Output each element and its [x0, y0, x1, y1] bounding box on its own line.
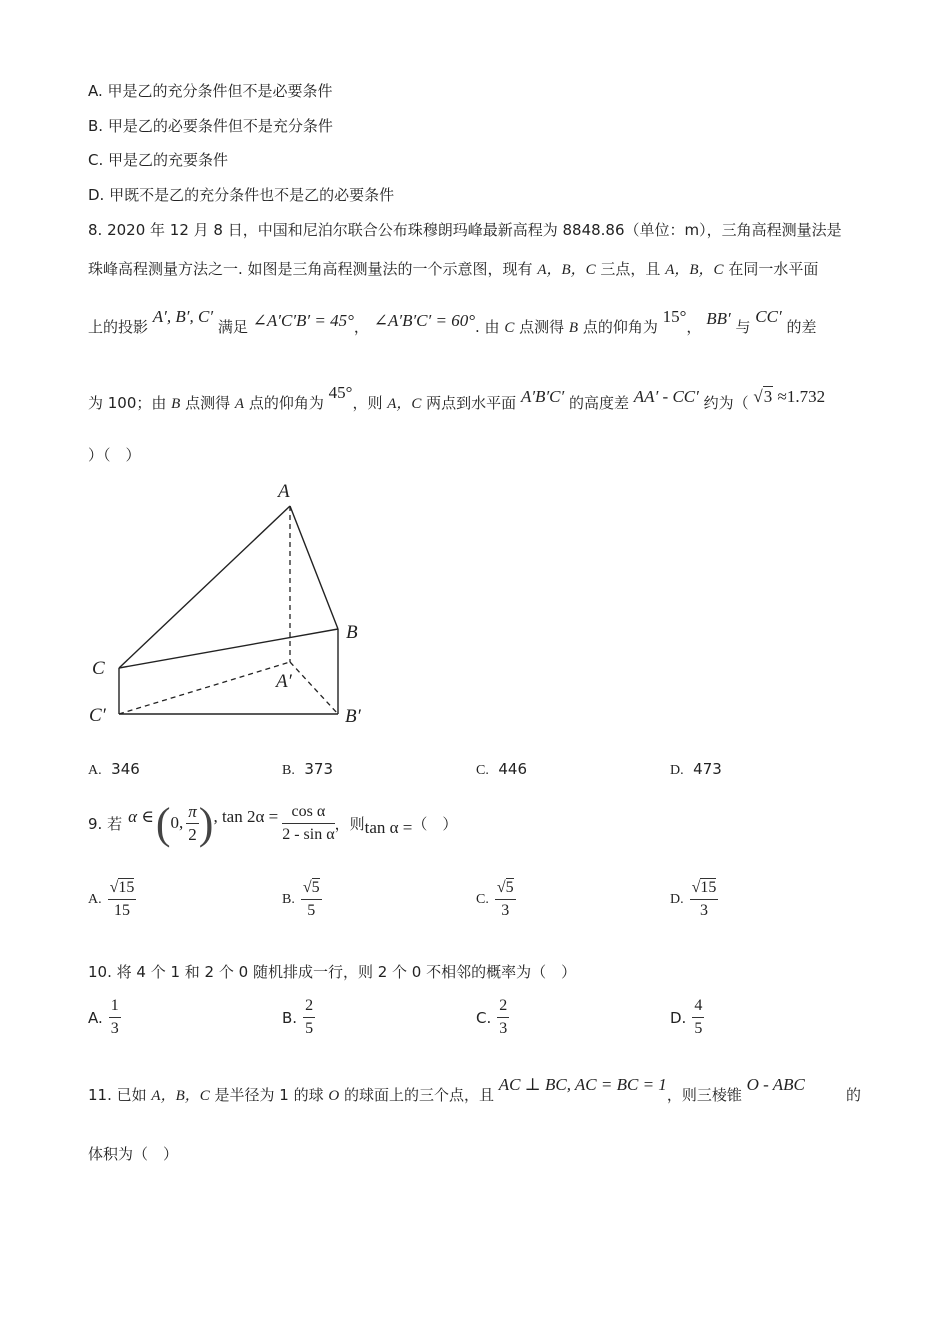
edge-a-prime-b-prime — [290, 662, 338, 714]
text: 上的投影 — [88, 318, 149, 336]
interval-left: 0, — [170, 813, 184, 832]
text: 为 100；由 — [88, 394, 172, 412]
denominator: 3 — [110, 1020, 119, 1037]
text: 两点到水平面 — [421, 394, 517, 412]
option-label: A. — [88, 891, 102, 907]
edge-c-prime-a-prime — [119, 662, 290, 714]
text: ，则三棱锥 — [666, 1086, 742, 1104]
denominator: 2 - sin α — [282, 825, 335, 843]
text: . 由 — [475, 318, 505, 336]
elevation-15: 15° — [662, 307, 687, 326]
q8-line-2 — [88, 258, 818, 279]
denominator: 15 — [114, 902, 131, 919]
option-label: D. — [670, 1008, 687, 1027]
option-value: 446 — [498, 760, 528, 778]
elevation-45: 45° — [328, 383, 353, 402]
option-value: 346 — [111, 760, 140, 778]
text: 的 — [846, 1086, 862, 1104]
edge-cb — [119, 629, 338, 668]
point-b: B — [171, 396, 181, 412]
projection-points: A′, B′, C′ — [152, 307, 214, 326]
q11-line-1 — [88, 1075, 862, 1111]
point-c: C — [504, 320, 515, 336]
option-label: A. — [88, 763, 102, 778]
numerator: 2 — [303, 995, 315, 1018]
tana: tan α = — [364, 818, 413, 837]
radicand: 15 — [700, 879, 717, 896]
q7-option-b: B. 甲是乙的必要条件但不是充分条件 — [88, 117, 333, 135]
q8-line-5: ）（ ） — [88, 446, 141, 464]
alpha-in: α ∈ — [128, 807, 154, 826]
text: 点测得 — [514, 318, 569, 336]
segment-cc: CC′ — [755, 307, 782, 326]
cos-over-sin — [282, 801, 334, 846]
text: 约为（ — [703, 394, 749, 412]
triangulation-figure — [80, 475, 380, 730]
point-a: A — [234, 396, 245, 412]
option-fraction: $\frac{√15}{3}$ — [690, 877, 719, 922]
right-paren: ) — [198, 798, 214, 848]
text: 珠峰高程测量方法之一. 如图是三角高程测量法的一个示意图，现有 — [88, 260, 538, 278]
edge-ca — [119, 506, 290, 668]
points-abc: A，B，C — [537, 262, 596, 278]
denominator: 3 — [700, 902, 709, 919]
label-b: B — [346, 622, 358, 643]
q10-option-c[interactable] — [476, 995, 509, 1040]
option-label: D. — [670, 891, 684, 907]
numerator: cos α — [282, 801, 334, 824]
q9-option-b[interactable] — [282, 877, 322, 922]
text: 的球面上的三个点，且 — [339, 1086, 494, 1104]
q7-option-d: D. 甲既不是乙的充分条件也不是乙的必要条件 — [88, 186, 395, 204]
radicand: 3 — [763, 387, 773, 406]
option-fraction: $\frac{√5}{5}$ — [301, 877, 322, 922]
segment-bb: BB′ — [706, 309, 731, 328]
option-fraction — [303, 995, 315, 1040]
denominator: 3 — [499, 1020, 508, 1037]
numerator: 2 — [497, 995, 509, 1018]
approx-value: ≈1.732 — [777, 387, 826, 406]
q9-option-c[interactable] — [476, 877, 516, 922]
option-label: A. — [88, 1008, 103, 1027]
text: 在同一水平面 — [723, 260, 819, 278]
option-value: 373 — [304, 760, 334, 778]
text: 与 — [735, 318, 751, 336]
q8-line-3 — [88, 307, 817, 343]
text: （ ） — [412, 814, 458, 833]
label-a: A — [278, 481, 290, 502]
condition: AC ⊥ BC, AC = BC = 1 — [498, 1075, 667, 1094]
text: ， — [686, 318, 702, 336]
option-fraction — [497, 995, 509, 1040]
q8-option-c[interactable] — [476, 760, 527, 779]
text: ， — [353, 318, 369, 336]
point-b: B — [568, 320, 579, 336]
angle-abc: ∠A′B′C′ = 60° — [373, 311, 475, 330]
option-label: B. — [282, 1008, 298, 1027]
text: ，则 — [352, 394, 388, 412]
option-label: C. — [476, 891, 489, 907]
option-label: C. — [476, 763, 489, 778]
q8-option-d[interactable] — [670, 760, 722, 779]
q10-option-d[interactable] — [670, 995, 704, 1040]
q10-stem: 10. 将 4 个 1 和 2 个 0 随机排成一行，则 2 个 0 不相邻的概率为（ ） — [88, 963, 577, 981]
option-fraction — [692, 995, 704, 1040]
edge-ab — [290, 506, 338, 629]
denominator: 5 — [307, 902, 316, 919]
text: 点的仰角为 — [244, 394, 324, 412]
label-a-prime: A′ — [276, 671, 292, 692]
pi-over-2 — [186, 801, 199, 846]
text: 点测得 — [180, 394, 235, 412]
plane-abc: A′B′C′ — [520, 387, 565, 406]
radicand: 5 — [505, 879, 514, 896]
q9-option-d[interactable] — [670, 877, 718, 922]
option-label: C. — [476, 1008, 492, 1027]
text: 的差 — [786, 318, 817, 336]
option-fraction: $\frac{√5}{3}$ — [495, 877, 516, 922]
label-c-prime: C′ — [89, 705, 106, 726]
text: 是半径为 1 的球 — [209, 1086, 329, 1104]
points-abc: A，B，C — [151, 1088, 210, 1104]
option-label: D. — [670, 763, 684, 778]
option-label: B. — [282, 763, 295, 778]
left-paren: ( — [155, 798, 171, 848]
q8-option-b[interactable] — [282, 760, 333, 779]
question-number: 9. 若 — [88, 814, 123, 833]
denominator: 3 — [501, 902, 510, 919]
q8-line-1: 8. 2020 年 12 月 8 日，中国和尼泊尔联合公布珠穆朗玛峰最新高程为 8848.86（单位：m），三角高程测量法是 — [88, 221, 842, 239]
numerator: 4 — [692, 995, 704, 1018]
label-b-prime: B′ — [345, 706, 361, 727]
tan2a: , tan 2α = — [213, 807, 279, 826]
label-c: C — [92, 658, 105, 679]
q11-line-2: 体积为（ ） — [88, 1145, 179, 1163]
q7-option-c: C. 甲是乙的充要条件 — [88, 151, 229, 169]
sqrt3-approx: √3 ≈1.732 — [753, 387, 826, 406]
option-fraction — [109, 995, 121, 1040]
sphere-o: O — [328, 1088, 340, 1104]
text: 点的仰角为 — [578, 318, 658, 336]
pyramid: O - ABC — [746, 1075, 805, 1094]
points-ac: A，C — [387, 396, 422, 412]
option-fraction: $\frac{√15}{15}$ — [108, 877, 137, 922]
q10-option-a[interactable] — [88, 995, 121, 1040]
height-diff: AA′ - CC′ — [633, 387, 699, 406]
option-label: B. — [282, 891, 295, 907]
numerator: π — [186, 801, 199, 824]
text: ，则 — [334, 814, 365, 833]
option-value: 473 — [693, 760, 722, 778]
q9-option-a[interactable] — [88, 877, 136, 922]
text: 满足 — [217, 318, 248, 336]
points-abc: A，B，C — [665, 262, 724, 278]
numerator: 1 — [109, 995, 121, 1018]
text: 的高度差 — [569, 394, 630, 412]
q8-line-4 — [88, 383, 826, 419]
angle-acb: ∠A′C′B′ = 45° — [252, 311, 354, 330]
denominator: 5 — [305, 1020, 314, 1037]
q9-stem — [88, 795, 457, 851]
radicand: 15 — [118, 879, 135, 896]
denominator: 5 — [694, 1020, 703, 1037]
text: 11. 已如 — [88, 1086, 152, 1104]
text: 三点，且 — [595, 260, 666, 278]
q7-option-a: A. 甲是乙的充分条件但不是必要条件 — [88, 82, 333, 100]
q10-option-b[interactable] — [282, 995, 315, 1040]
radicand: 5 — [311, 879, 320, 896]
q8-option-a[interactable] — [88, 760, 140, 779]
denominator: 2 — [188, 824, 197, 844]
